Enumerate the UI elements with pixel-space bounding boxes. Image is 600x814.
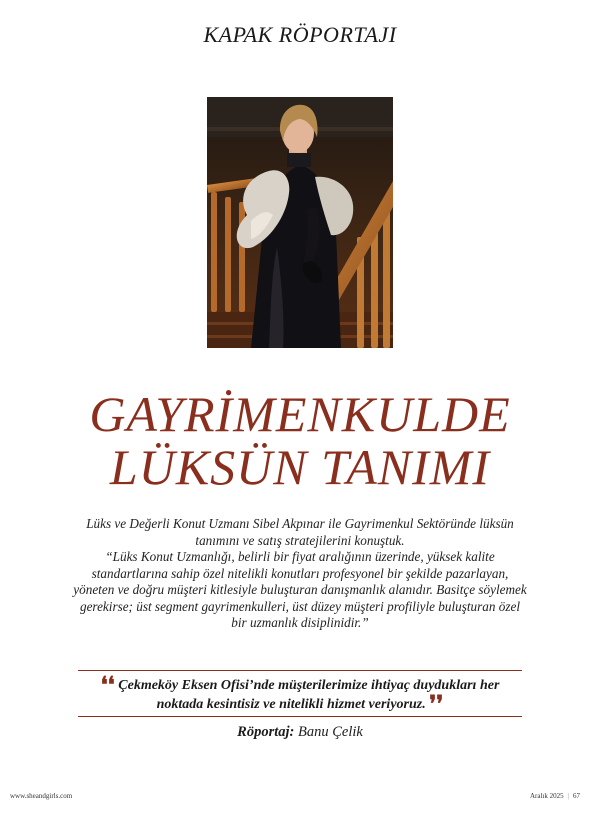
lead-quote-line: gerekirse; üst segment gayrimenkulleri, üst düzey müşteri profiliyle buluşturan özel xyxy=(79,598,520,614)
section-title: KAPAK RÖPORTAJI xyxy=(203,22,397,47)
byline-author: Banu Çelik xyxy=(297,724,363,740)
pull-quote xyxy=(66,672,534,716)
headline-line-1: GAYRİMENKULDE xyxy=(89,386,511,442)
close-quote-icon: ❜❜ xyxy=(429,691,444,716)
open-quote-icon: ❛❛ xyxy=(100,672,115,697)
page-number: 67 xyxy=(573,792,580,800)
lead-quote-line: yöneten ve doğru müşteri kitlesiyle buluşturan danışmanlık alanıdır. Basitçe söylemek xyxy=(73,582,527,597)
headline xyxy=(0,388,600,494)
footer-issue-date: Aralık 2025 xyxy=(529,792,564,800)
pull-quote-bottom-rule xyxy=(78,716,522,717)
headline-line-2: LÜKSÜN TANIMI xyxy=(109,439,491,495)
pull-quote-line: noktada kesintisiz ve nitelikli hizmet veriyoruz. xyxy=(156,697,426,712)
cover-photo xyxy=(207,97,393,348)
footer-website: www.sheandgirls.com xyxy=(10,792,73,800)
footer-issue-info xyxy=(530,792,580,800)
lead-quote-line: “Lüks Konut Uzmanlığı, belirli bir fiyat aralığının üzerinde, yüksek kalite xyxy=(105,549,495,564)
byline-label: Röportaj: xyxy=(237,724,295,740)
lead-quote-line: standartlarına sahip özel nitelikli konutları profesyonel bir şekilde pazarlayan, xyxy=(91,565,509,581)
byline xyxy=(0,724,600,741)
pull-quote-top-rule xyxy=(78,670,522,671)
footer-separator: | xyxy=(567,792,569,800)
lead-paragraph xyxy=(60,516,540,632)
lead-intro-line: tanımını ve satış stratejilerini konuştuk. xyxy=(195,532,405,548)
lead-intro-line: Lüks ve Değerli Konut Uzmanı Sibel Akpınar ile Gayrimenkul Sektöründe lüksün xyxy=(86,516,514,531)
pull-quote-line: Çekmeköy Eksen Ofisi’nde müşterilerimize ihtiyaç duydukları her xyxy=(118,678,500,693)
lead-quote-line: bir uzmanlık disiplinidir.” xyxy=(231,615,369,630)
